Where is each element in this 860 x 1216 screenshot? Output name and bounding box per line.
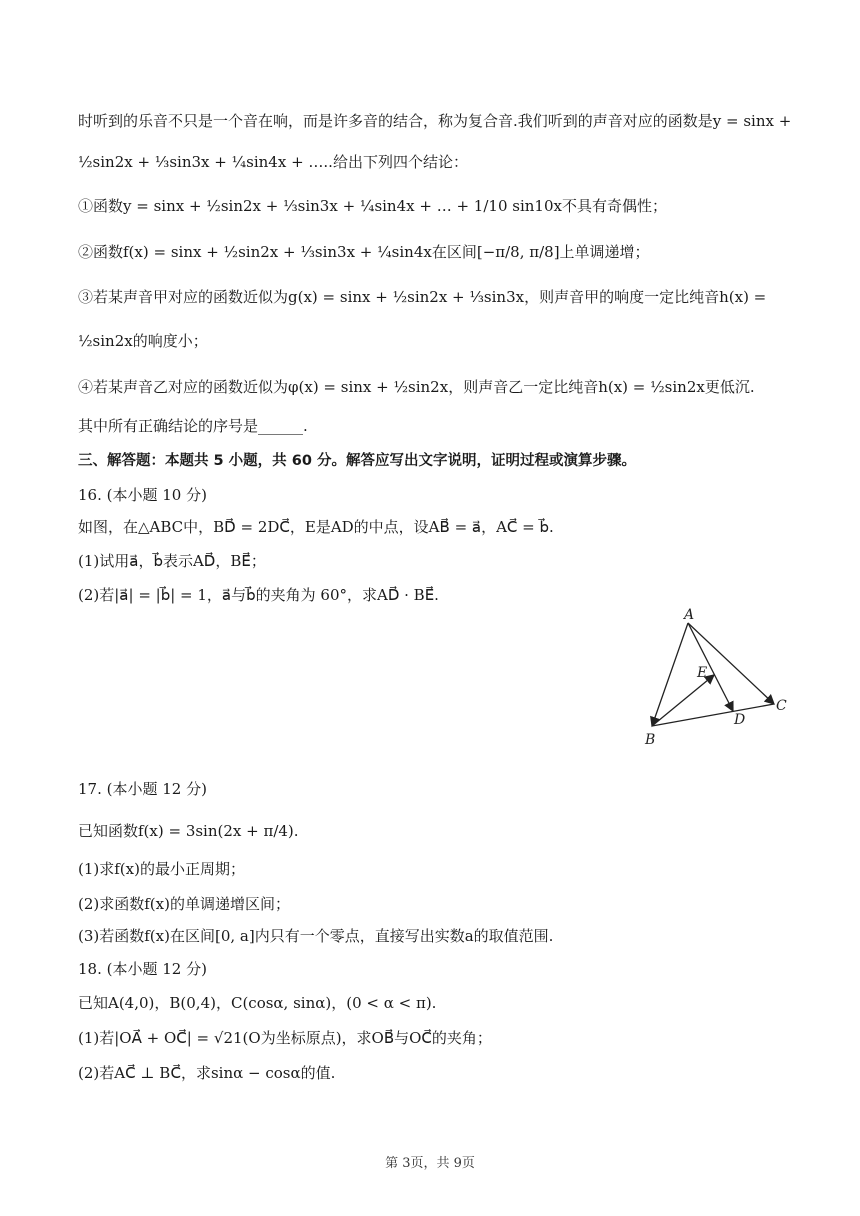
text-line: 时听到的乐音不只是一个音在响，而是许多音的结合，称为复合音.我们听到的声音对应的函数是y = sinx + (78, 112, 792, 130)
problem-16-title: 16. (本小题 10 分) (78, 486, 207, 504)
problem-18-part-2: (2)若AC⃗ ⊥ BC⃗，求sinα − cosα的值. (78, 1064, 336, 1082)
conclusion-3: ③若某声音甲对应的函数近似为g(x) = sinx + ½sin2x + ⅓sin3x，则声音甲的响度一定比纯音h(x) = (78, 288, 767, 306)
conclusion-1: ①函数y = sinx + ½sin2x + ⅓sin3x + ¼sin4x + … + 1/10 sin10x不具有奇偶性； (78, 197, 667, 215)
conclusion-2: ②函数f(x) = sinx + ½sin2x + ⅓sin3x + ¼sin4x在区间[−π/8, π/8]上单调递增； (78, 243, 650, 261)
label-a: A (684, 607, 695, 623)
label-d: D (734, 712, 746, 728)
triangle-figure (630, 605, 800, 750)
problem-18-statement: 已知A(4,0)，B(0,4)，C(cosα, sinα)，(0 < α < π). (78, 994, 437, 1012)
problem-16-part-1: (1)试用a⃗，b⃗表示AD⃗，BE⃗； (78, 552, 266, 570)
problem-16-part-2: (2)若|a⃗| = |b⃗| = 1，a⃗与b⃗的夹角为 60°，求AD⃗ · BE⃗. (78, 586, 439, 604)
problem-17-title: 17. (本小题 12 分) (78, 780, 207, 798)
segment-ac (688, 623, 774, 704)
problem-18-title: 18. (本小题 12 分) (78, 960, 207, 978)
segment-bc (652, 704, 774, 726)
label-c: C (776, 698, 787, 714)
problem-18-part-1: (1)若|OA⃗ + OC⃗| = √21(O为坐标原点)，求OB⃗与OC⃗的夹角； (78, 1029, 492, 1047)
answer-blank-line: 其中所有正确结论的序号是______. (78, 417, 308, 435)
section-heading: 三、解答题：本题共 5 小题，共 60 分。解答应写出文字说明，证明过程或演算步骤。 (78, 453, 636, 469)
problem-16-statement: 如图，在△ABC中，BD⃗ = 2DC⃗，E是AD的中点，设AB⃗ = a⃗，AC⃗ = b⃗. (78, 518, 554, 536)
page-footer: 第 3页，共 9页 (385, 1156, 475, 1171)
label-e: E (697, 665, 708, 681)
problem-17-part-3: (3)若函数f(x)在区间[0, a]内只有一个零点，直接写出实数a的取值范围. (78, 927, 554, 945)
segment-ad (688, 623, 733, 711)
conclusion-4: ④若某声音乙对应的函数近似为φ(x) = sinx + ½sin2x，则声音乙一定比纯音h(x) = ½sin2x更低沉. (78, 378, 755, 396)
problem-17-part-1: (1)求f(x)的最小正周期； (78, 860, 245, 878)
text-line: ½sin2x + ⅓sin3x + ¼sin4x + …..给出下列四个结论： (78, 153, 468, 171)
label-b: B (645, 732, 656, 748)
text-line: ½sin2x的响度小； (78, 332, 208, 350)
problem-17-statement: 已知函数f(x) = 3sin(2x + π/4). (78, 822, 299, 840)
problem-17-part-2: (2)求函数f(x)的单调递增区间； (78, 895, 290, 913)
